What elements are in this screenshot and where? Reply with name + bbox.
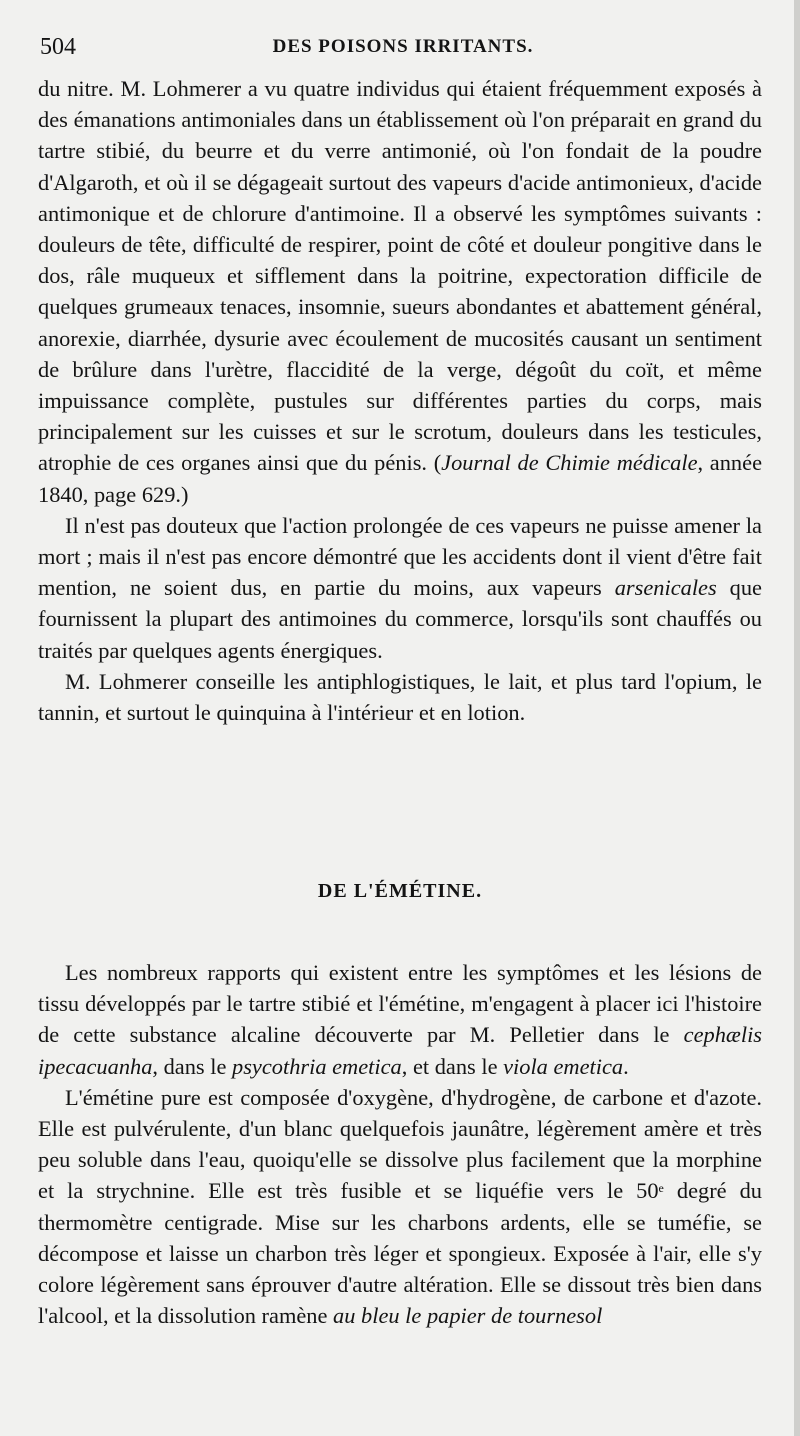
paragraph-1 <box>38 73 762 510</box>
paragraph-5-text-a: L'émétine pure est composée d'oxygène, d'hydrogène, de carbone et d'azote. Elle est pulvérulente, d'un blanc quelquefois jaunâtre, légèrement amère et très peu soluble dans l'eau, quoiqu'elle se dissolve plus facilement que la morphine et la strychnine. Elle est très fusible et se liquéfie vers le 50 <box>38 1084 762 1204</box>
species-name-2: psycothria emetica <box>232 1053 402 1079</box>
species-name-3: viola emetica <box>503 1053 624 1079</box>
species-name-1: cephælis ipecacuanha <box>38 1022 762 1079</box>
running-title: DES POISONS IRRITANTS. <box>272 36 534 57</box>
degree-superscript: e <box>658 1181 664 1196</box>
paragraph-4-text-b: , dans le <box>152 1053 232 1079</box>
page-header <box>40 34 766 68</box>
paragraph-4-text-c: , et dans le <box>401 1053 504 1079</box>
paragraph-5-emphasis: au bleu le papier de tournesol <box>333 1303 603 1329</box>
paragraph-3: M. Lohmerer conseille les antiphlogistiques, le lait, et plus tard l'opium, le tannin, et surtout le quinquina à l'intérieur et en lotion. <box>38 668 762 726</box>
paragraph-4 <box>38 957 762 1082</box>
page-edge <box>794 0 800 1436</box>
paragraph-1-text: du nitre. M. Lohmerer a vu quatre individus qui étaient fréquemment exposés à des émanations antimoniales dans un établissement où l'on préparait en grand du tartre stibié, du beurre et du verre antimonié, où l'on fondait de la poudre d'Algaroth, et où il se dégageait surtout des vapeurs d'acide antimonieux, d'acide antimonique et de chlorure d'antimoine. Il a observé les symptômes suivants : douleurs de tête, difficulté de respirer, point de côté et douleur pongitive dans le dos, râle muqueux et sifflement dans la poitrine, expectoration difficile de quelques grumeaux tenaces, insomnie, sueurs abondantes et abattement général, anorexie, diarrhée, dysurie avec écoulement de mucosités causant un sentiment de brûlure dans l'urètre, flaccidité de la verge, dégoût du coït, et même impuissance complète, pustules sur différentes parties du corps, mais principalement sur les cuisses et sur le scrotum, douleurs dans les testicules, atrophie de ces organes ainsi que du pénis. ( <box>38 76 762 476</box>
paragraph-5-text-b: degré du thermomètre centigrade. Mise sur les charbons ardents, elle se tuméfie, se décompose et laisse un charbon très léger et spongieux. Exposée à l'air, elle s'y colore légèrement sans éprouver d'autre altération. Elle se dissout très bien dans l'alcool, et la dissolution ramène <box>38 1178 762 1329</box>
main-text <box>38 73 762 728</box>
paragraph-2-emphasis: arsenicales <box>614 575 717 601</box>
paragraph-4-text-d: . <box>623 1053 629 1079</box>
paragraph-1-end: , année 1840, page 629.) <box>38 450 763 507</box>
paragraph-2-text-a: Il n'est pas douteux que l'action prolongée de ces vapeurs ne puisse amener la mort ; mais il n'est pas encore démontré que les accidents dont il vient d'être fait mention, ne soient dus, en partie du moins, aux vapeurs <box>38 512 762 601</box>
section-title: DE L'ÉMÉTINE. <box>317 880 483 902</box>
paragraph-5 <box>38 1082 762 1332</box>
section-text <box>38 957 762 1331</box>
paragraph-4-text-a: Les nombreux rapports qui existent entre les symptômes et les lésions de tissu développés par le tartre stibié et l'émétine, m'engagent à placer ici l'histoire de cette substance alcaline découverte par M. Pelletier dans le <box>38 960 762 1048</box>
paragraph-2-text-b: que fournissent la plupart des antimoines du commerce, lorsqu'ils sont chauffés ou traités par quelques agents énergiques. <box>38 575 762 663</box>
citation-journal: Journal de Chimie médicale <box>441 450 698 476</box>
page-number: 504 <box>40 34 76 60</box>
paragraph-2 <box>38 510 762 666</box>
